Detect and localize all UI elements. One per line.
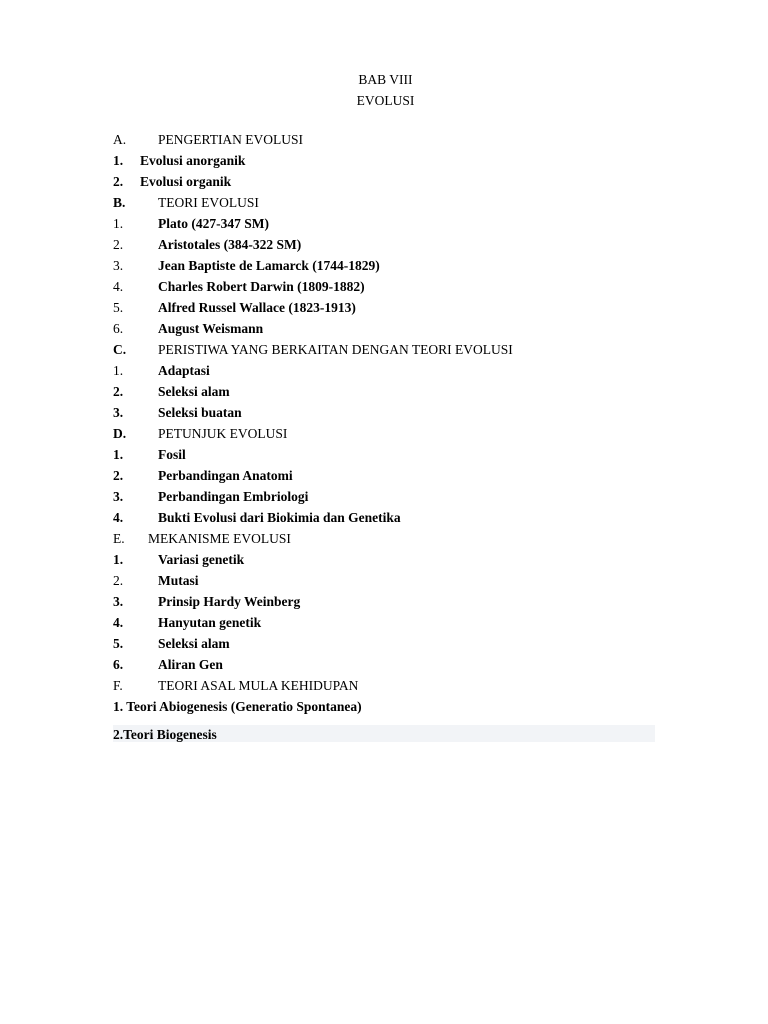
item-number: 2. (113, 573, 124, 588)
item-number: 1. (113, 447, 124, 462)
section-title: TEORI EVOLUSI (158, 195, 259, 210)
list-item (113, 552, 673, 573)
section-b (113, 195, 673, 216)
item-text: Seleksi alam (158, 384, 230, 399)
list-item (113, 216, 673, 237)
item-text: Variasi genetik (158, 552, 245, 567)
list-item (113, 615, 673, 636)
list-item (113, 174, 673, 195)
section-marker: F. (113, 678, 123, 693)
list-item (113, 300, 673, 321)
item-number: 4. (113, 279, 124, 294)
list-item (113, 729, 673, 748)
item-number: 4. (113, 510, 124, 525)
item-text: Aliran Gen (158, 657, 223, 672)
item-text: Adaptasi (158, 363, 210, 378)
list-item (113, 384, 673, 405)
section-marker: D. (113, 426, 127, 441)
list-item (113, 636, 673, 657)
item-number: 6. (113, 321, 124, 336)
section-title: TEORI ASAL MULA KEHIDUPAN (158, 678, 359, 693)
item-text: Mutasi (158, 573, 199, 588)
item-number: 3. (113, 258, 124, 273)
item-number: 3. (113, 489, 124, 504)
item-number: 5. (113, 300, 124, 315)
item-text: Perbandingan Embriologi (158, 489, 309, 504)
section-title: MEKANISME EVOLUSI (148, 531, 291, 546)
item-text: Hanyutan genetik (158, 615, 262, 630)
item-text: Bukti Evolusi dari Biokimia dan Genetika (158, 510, 401, 525)
item-text: Prinsip Hardy Weinberg (158, 594, 301, 609)
item-number: 6. (113, 657, 124, 672)
item-text: Charles Robert Darwin (1809-1882) (158, 279, 365, 294)
chapter-title: EVOLUSI (356, 93, 415, 108)
item-text: Perbandingan Anatomi (158, 468, 293, 483)
list-item (113, 321, 673, 342)
section-marker: E. (113, 531, 125, 546)
item-text: Seleksi alam (158, 636, 230, 651)
list-item (113, 237, 673, 258)
list-item (113, 657, 673, 678)
item-text: Aristotales (384-322 SM) (158, 237, 302, 252)
item-number: 2. (113, 384, 124, 399)
list-item (113, 510, 673, 531)
item-number: 1. (113, 216, 124, 231)
section-marker: B. (113, 195, 126, 210)
section-marker: A. (113, 132, 127, 147)
item-text: Alfred Russel Wallace (1823-1913) (158, 300, 356, 315)
list-item (113, 573, 673, 594)
item-number: 3. (113, 405, 124, 420)
item-number: 2. (113, 468, 124, 483)
item-text: Jean Baptiste de Lamarck (1744-1829) (158, 258, 380, 273)
list-item (113, 153, 673, 174)
list-item (113, 258, 673, 279)
list-item (113, 468, 673, 489)
item-text: Seleksi buatan (158, 405, 242, 420)
section-a (113, 132, 673, 153)
list-item (113, 405, 673, 426)
item-text: Fosil (158, 447, 186, 462)
list-item (113, 699, 673, 720)
item-text: Plato (427-347 SM) (158, 216, 269, 231)
item-text: Evolusi anorganik (140, 153, 246, 168)
item-number: 2. (113, 174, 124, 189)
section-c (113, 342, 673, 363)
list-item (113, 447, 673, 468)
section-f (113, 678, 673, 699)
item-number: 1. (113, 153, 124, 168)
item-text: 1. Teori Abiogenesis (Generatio Spontanea) (113, 699, 362, 714)
chapter-number: BAB VIII (358, 72, 413, 87)
list-item (113, 489, 673, 510)
section-title: PETUNJUK EVOLUSI (158, 426, 288, 441)
item-text: August Weismann (158, 321, 264, 336)
item-number: 1. (113, 363, 124, 378)
list-item (113, 363, 673, 384)
item-text: 2.Teori Biogenesis (113, 727, 217, 742)
table-of-contents (113, 132, 673, 748)
item-number: 5. (113, 636, 124, 651)
item-number: 3. (113, 594, 124, 609)
item-number: 4. (113, 615, 124, 630)
section-title: PENGERTIAN EVOLUSI (158, 132, 304, 147)
section-title: PERISTIWA YANG BERKAITAN DENGAN TEORI EVOLUSI (158, 342, 513, 357)
section-d (113, 426, 673, 447)
section-e (113, 531, 673, 552)
section-marker: C. (113, 342, 127, 357)
item-number: 2. (113, 237, 124, 252)
item-text: Evolusi organik (140, 174, 232, 189)
list-item (113, 594, 673, 615)
list-item (113, 279, 673, 300)
item-number: 1. (113, 552, 124, 567)
